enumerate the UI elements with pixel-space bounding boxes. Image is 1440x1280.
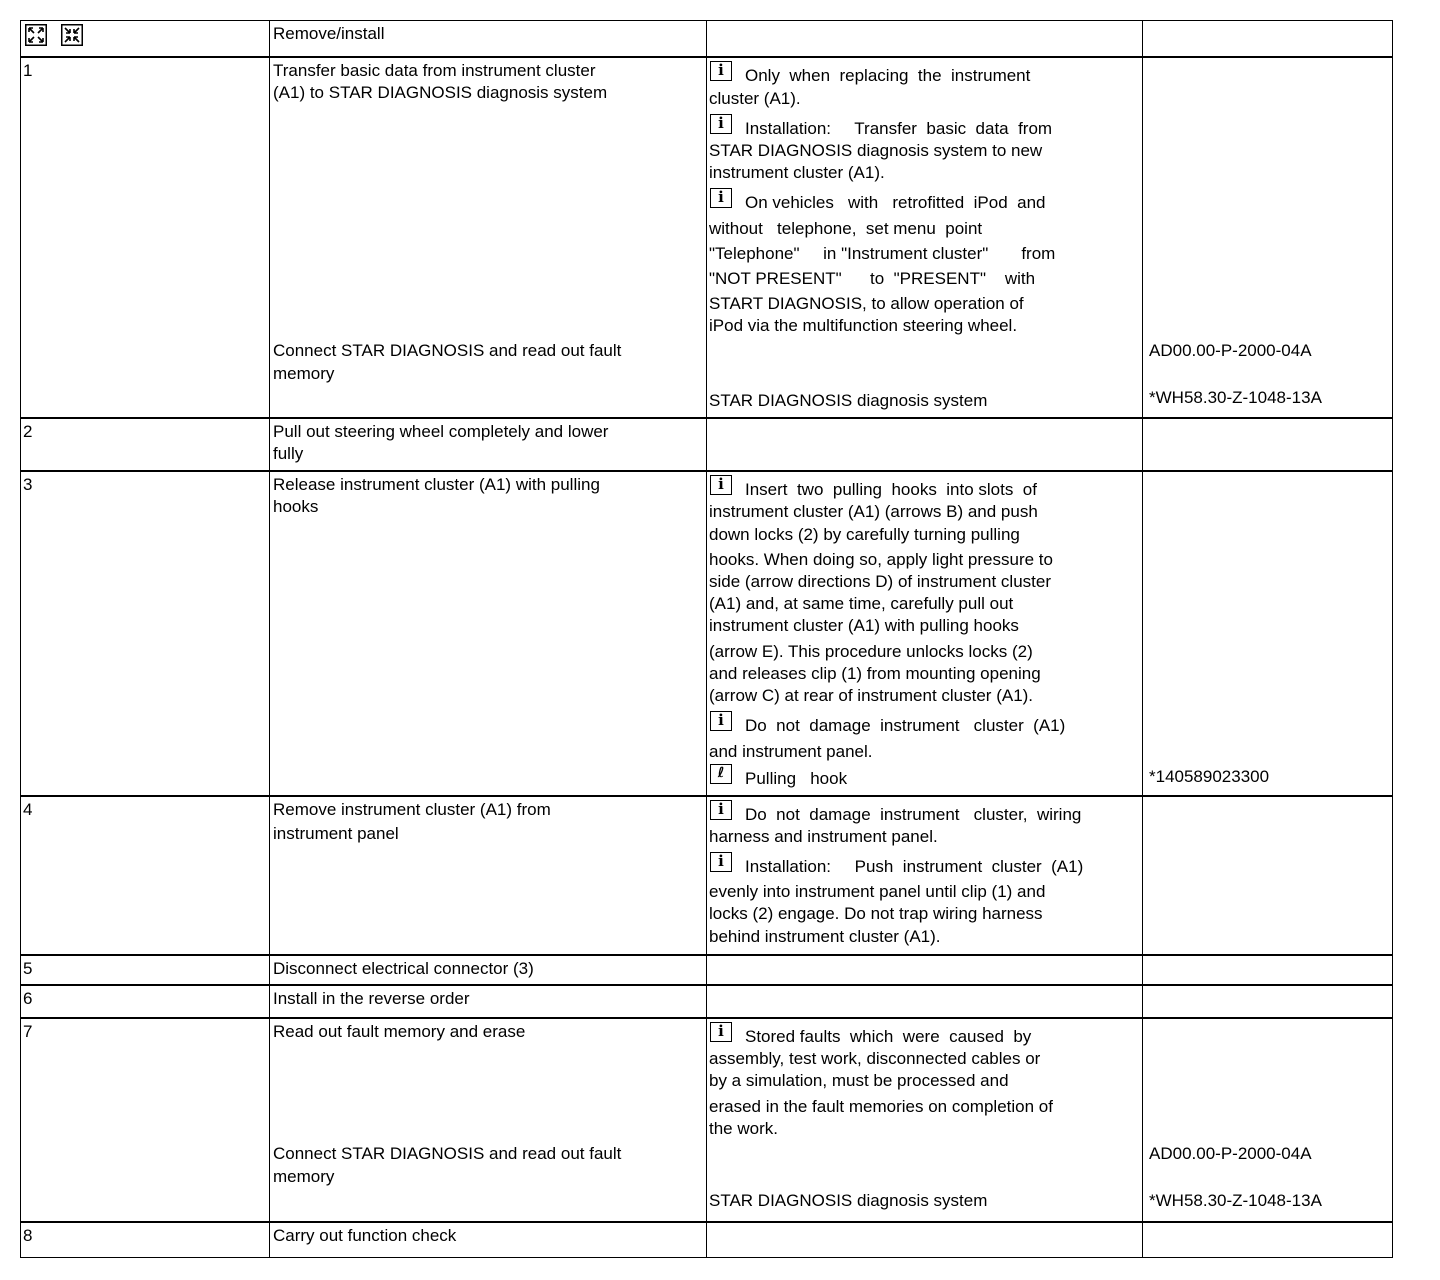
sub-action: Connect STAR DIAGNOSIS and read out fault — [273, 1144, 622, 1163]
step-number: 8 — [23, 1226, 33, 1245]
note-text: without telephone, set menu point — [709, 219, 983, 238]
note-text: assembly, test work, disconnected cables or — [709, 1049, 1041, 1068]
header-title: Remove/install — [273, 24, 385, 43]
system-note: STAR DIAGNOSIS diagnosis system — [709, 391, 988, 410]
expand-icon[interactable] — [25, 24, 47, 46]
note-text: iPod via the multifunction steering wheel. — [709, 316, 1018, 335]
note-text: erased in the fault memories on completion of — [709, 1097, 1053, 1116]
sub-action: memory — [273, 1167, 335, 1186]
note-text: instrument cluster (A1) with pulling hooks — [709, 616, 1019, 635]
step-number: 4 — [23, 800, 33, 819]
step-row-4 — [21, 797, 1392, 956]
note-text: "Telephone" in "Instrument cluster" from — [709, 244, 1056, 263]
step-row-2 — [21, 419, 1392, 472]
note-text: and instrument panel. — [709, 742, 873, 761]
note-text: locks (2) engage. Do not trap wiring harness — [709, 904, 1043, 923]
note-text: behind instrument cluster (A1). — [709, 927, 941, 946]
note-text: instrument cluster (A1). — [709, 163, 885, 182]
note-text: side (arrow directions D) of instrument cluster — [709, 572, 1052, 591]
info-icon: i — [710, 61, 732, 81]
note-text: Do not damage instrument cluster, wiring — [745, 805, 1082, 824]
sub-action: memory — [273, 364, 335, 383]
note-text: cluster (A1). — [709, 89, 801, 108]
info-icon: i — [710, 800, 732, 820]
step-action: instrument panel — [273, 824, 399, 843]
info-icon: i — [710, 475, 732, 495]
note-text: On vehicles with retrofitted iPod and — [745, 193, 1046, 212]
note-text: Installation: Push instrument cluster (A1) — [745, 857, 1084, 876]
step-number: 1 — [23, 61, 33, 80]
note-text: evenly into instrument panel until clip (1) and — [709, 882, 1046, 901]
note-text: START DIAGNOSIS, to allow operation of — [709, 294, 1024, 313]
step-row-8 — [21, 1223, 1392, 1258]
step-action: Disconnect electrical connector (3) — [273, 959, 534, 978]
step-number: 5 — [23, 959, 33, 978]
collapse-icon[interactable] — [61, 24, 83, 46]
note-text: Insert two pulling hooks into slots of — [745, 480, 1037, 499]
info-icon: i — [710, 114, 732, 134]
note-text: instrument cluster (A1) (arrows B) and push — [709, 502, 1038, 521]
procedure-table — [20, 20, 1393, 1258]
note-text: "NOT PRESENT" to "PRESENT" with — [709, 269, 1036, 288]
step-row-1 — [21, 58, 1392, 419]
step-action: hooks — [273, 497, 319, 516]
step-action: Read out fault memory and erase — [273, 1022, 526, 1041]
note-text: STAR DIAGNOSIS diagnosis system to new — [709, 141, 1043, 160]
note-text: Only when replacing the instrument — [745, 66, 1031, 85]
note-text: down locks (2) by carefully turning pulling — [709, 525, 1020, 544]
info-icon: i — [710, 711, 732, 731]
step-action: Release instrument cluster (A1) with pulling — [273, 475, 600, 494]
note-text: (arrow C) at rear of instrument cluster (A1). — [709, 686, 1034, 705]
step-action: Carry out function check — [273, 1226, 457, 1245]
info-icon: i — [710, 852, 732, 872]
reference-link[interactable]: AD00.00-P-2000-04A — [1149, 341, 1312, 360]
tool-reference[interactable]: *140589023300 — [1149, 767, 1270, 786]
note-text: Stored faults which were caused by — [745, 1027, 1032, 1046]
info-icon: i — [710, 188, 732, 208]
step-action: Transfer basic data from instrument cluster — [273, 61, 596, 80]
step-action: (A1) to STAR DIAGNOSIS diagnosis system — [273, 83, 608, 102]
note-text: (arrow E). This procedure unlocks locks (2) — [709, 642, 1033, 661]
note-text: harness and instrument panel. — [709, 827, 938, 846]
step-row-3 — [21, 472, 1392, 797]
reference-link[interactable]: AD00.00-P-2000-04A — [1149, 1144, 1312, 1163]
step-action: Remove instrument cluster (A1) from — [273, 800, 551, 819]
step-row-5 — [21, 956, 1392, 986]
step-action: Pull out steering wheel completely and lower — [273, 422, 609, 441]
system-note: STAR DIAGNOSIS diagnosis system — [709, 1191, 988, 1210]
note-text: (A1) and, at same time, carefully pull out — [709, 594, 1014, 613]
reference-link[interactable]: *WH58.30-Z-1048-13A — [1149, 1191, 1322, 1210]
step-action: fully — [273, 444, 304, 463]
note-text: by a simulation, must be processed and — [709, 1071, 1009, 1090]
sub-action: Connect STAR DIAGNOSIS and read out fault — [273, 341, 622, 360]
info-icon: i — [710, 1022, 732, 1042]
step-row-7 — [21, 1019, 1392, 1223]
note-text: Installation: Transfer basic data from — [745, 119, 1053, 138]
step-number: 2 — [23, 422, 33, 441]
note-text: Do not damage instrument cluster (A1) — [745, 716, 1066, 735]
note-text: and releases clip (1) from mounting opening — [709, 664, 1041, 683]
note-text: hooks. When doing so, apply light pressure to — [709, 550, 1053, 569]
step-action: Install in the reverse order — [273, 989, 470, 1008]
step-number: 6 — [23, 989, 33, 1008]
tool-icon: ℓ — [710, 764, 732, 784]
reference-link[interactable]: *WH58.30-Z-1048-13A — [1149, 388, 1322, 407]
note-text: Pulling hook — [745, 769, 848, 788]
step-number: 3 — [23, 475, 33, 494]
step-number: 7 — [23, 1022, 33, 1041]
step-row-6 — [21, 986, 1392, 1019]
table-header-row — [21, 21, 1392, 58]
note-text: the work. — [709, 1119, 778, 1138]
